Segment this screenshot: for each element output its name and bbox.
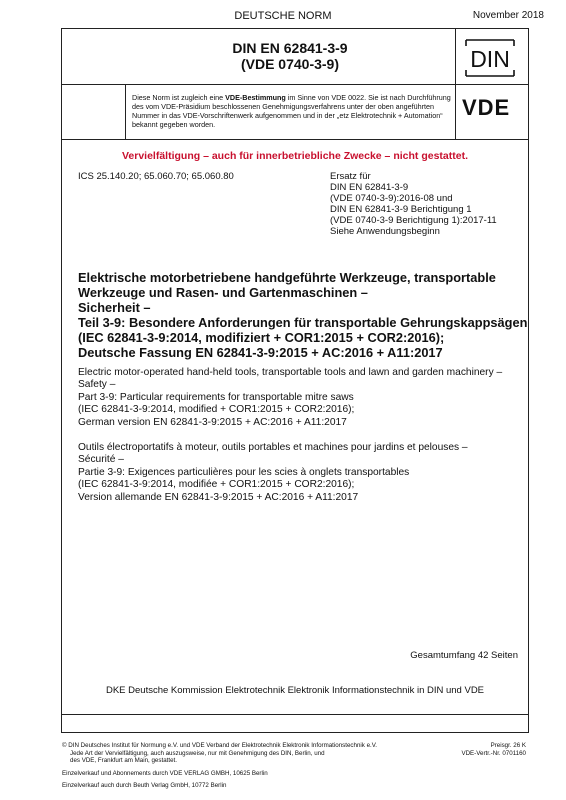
document-number-vde: (VDE 0740-3-9) (240, 56, 340, 72)
title-french (78, 442, 523, 504)
copyright-line: des VDE, Frankfurt am Main, gestattet. (70, 757, 177, 765)
vde-logo: VDE (462, 95, 511, 120)
title-line: Sécurité – (78, 454, 124, 466)
title-line: (IEC 62841-3-9:2014, modifiée + COR1:2015 + COR2:2016); (78, 479, 355, 491)
publication-date: November 2018 (472, 10, 544, 21)
vde-contract-number: VDE-Vertr.-Nr. 0701160 (461, 750, 526, 758)
copyright-notice (62, 742, 472, 765)
price-group: Preisgr. 26 K (490, 742, 526, 749)
din-logo (462, 36, 518, 80)
replacement-line: Ersatz für (330, 171, 371, 182)
title-line: Version allemande EN 62841-3-9:2015 + AC:2016 + A11:2017 (78, 491, 359, 503)
norm-type-label: DEUTSCHE NORM (234, 10, 332, 22)
sales-info: Einzelverkauf und Abonnements durch VDE VERLAG GMBH, 10625 Berlin (62, 770, 268, 777)
replacement-line: Siehe Anwendungsbeginn (330, 226, 440, 237)
vde-note-suffix: im Sinne von VDE 0022. Sie ist nach Durchführung des vom VDE-Präsidium beschlossenen Genehmigungsverfahrens unter der oben angeführten Nummer in das VDE-Vorschriftenwerk aufgenommen und in der „etz Elektrotechnik + Automation“ bekannt gegeben worden. (132, 93, 451, 129)
vde-note-prefix: Diese Norm ist zugleich eine (132, 93, 226, 102)
divider (125, 84, 126, 139)
title-line: Elektrische motorbetriebene handgeführte Werkzeuge, transportable (78, 270, 496, 285)
replacement-line: DIN EN 62841-3-9 (330, 182, 409, 193)
ics-codes: ICS 25.140.20; 65.060.70; 65.060.80 (78, 171, 234, 182)
replacement-line: DIN EN 62841-3-9 Berichtigung 1 (330, 204, 472, 215)
title-line: Werkzeuge und Rasen- und Gartenmaschinen – (78, 285, 368, 300)
title-line: Part 3-9: Particular requirements for transportable mitre saws (78, 391, 354, 403)
divider (61, 84, 529, 85)
title-german (78, 270, 528, 360)
title-line: Teil 3-9: Besondere Anforderungen für transportable Gehrungskappsägen (78, 315, 528, 330)
title-line: Deutsche Fassung EN 62841-3-9:2015 + AC:2016 + A11:2017 (78, 345, 443, 360)
title-line: Sicherheit – (78, 300, 151, 315)
vde-note-bold: VDE-Bestimmung (225, 93, 286, 102)
divider (61, 139, 529, 140)
vde-note (132, 93, 454, 129)
replacement-line: (VDE 0740-3-9):2016-08 und (330, 193, 453, 204)
title-line: Partie 3-9: Exigences particulières pour les scies à onglets transportables (78, 466, 410, 478)
price-info (461, 742, 526, 759)
title-line: Electric motor-operated hand-held tools, transportable tools and lawn and garden machinery – (78, 367, 503, 378)
replacement-info (330, 171, 497, 237)
sales-info: Einzelverkauf auch durch Beuth Verlag GmbH, 10772 Berlin (62, 782, 227, 789)
title-line: (IEC 62841-3-9:2014, modified + COR1:2015 + COR2:2016); (78, 404, 355, 416)
copyright-line: Jede Art der Vervielfältigung, auch auszugsweise, nur mit Genehmigung des DIN, Berlin, und (70, 749, 325, 757)
title-line: German version EN 62841-3-9:2015 + AC:2016 + A11:2017 (78, 416, 347, 428)
din-logo-text: DIN (470, 46, 510, 72)
title-line: (IEC 62841-3-9:2014, modifiziert + COR1:2015 + COR2:2016); (78, 330, 445, 345)
title-line: Outils électroportatifs à moteur, outils portables et machines pour jardins et pelouses – (78, 442, 468, 453)
title-english (78, 367, 523, 429)
divider (455, 28, 456, 139)
title-line: Safety – (78, 379, 116, 391)
document-number (130, 40, 450, 72)
replacement-line: (VDE 0740-3-9 Berichtigung 1):2017-11 (330, 215, 497, 226)
copyright-line: © DIN Deutsches Institut für Normung e.V. und VDE Verband der Elektrotechnik Elektronik Informationstechnik e.V. (62, 742, 378, 749)
copy-warning: Vervielfältigung – auch für innerbetriebliche Zwecke – nicht gestattet. (121, 150, 468, 162)
dke-line: DKE Deutsche Kommission Elektrotechnik Elektronik Informationstechnik in DIN und VDE (105, 685, 485, 696)
page-count: Gesamtumfang 42 Seiten (410, 650, 518, 661)
divider (61, 714, 529, 715)
document-number-din: DIN EN 62841-3-9 (232, 40, 348, 56)
